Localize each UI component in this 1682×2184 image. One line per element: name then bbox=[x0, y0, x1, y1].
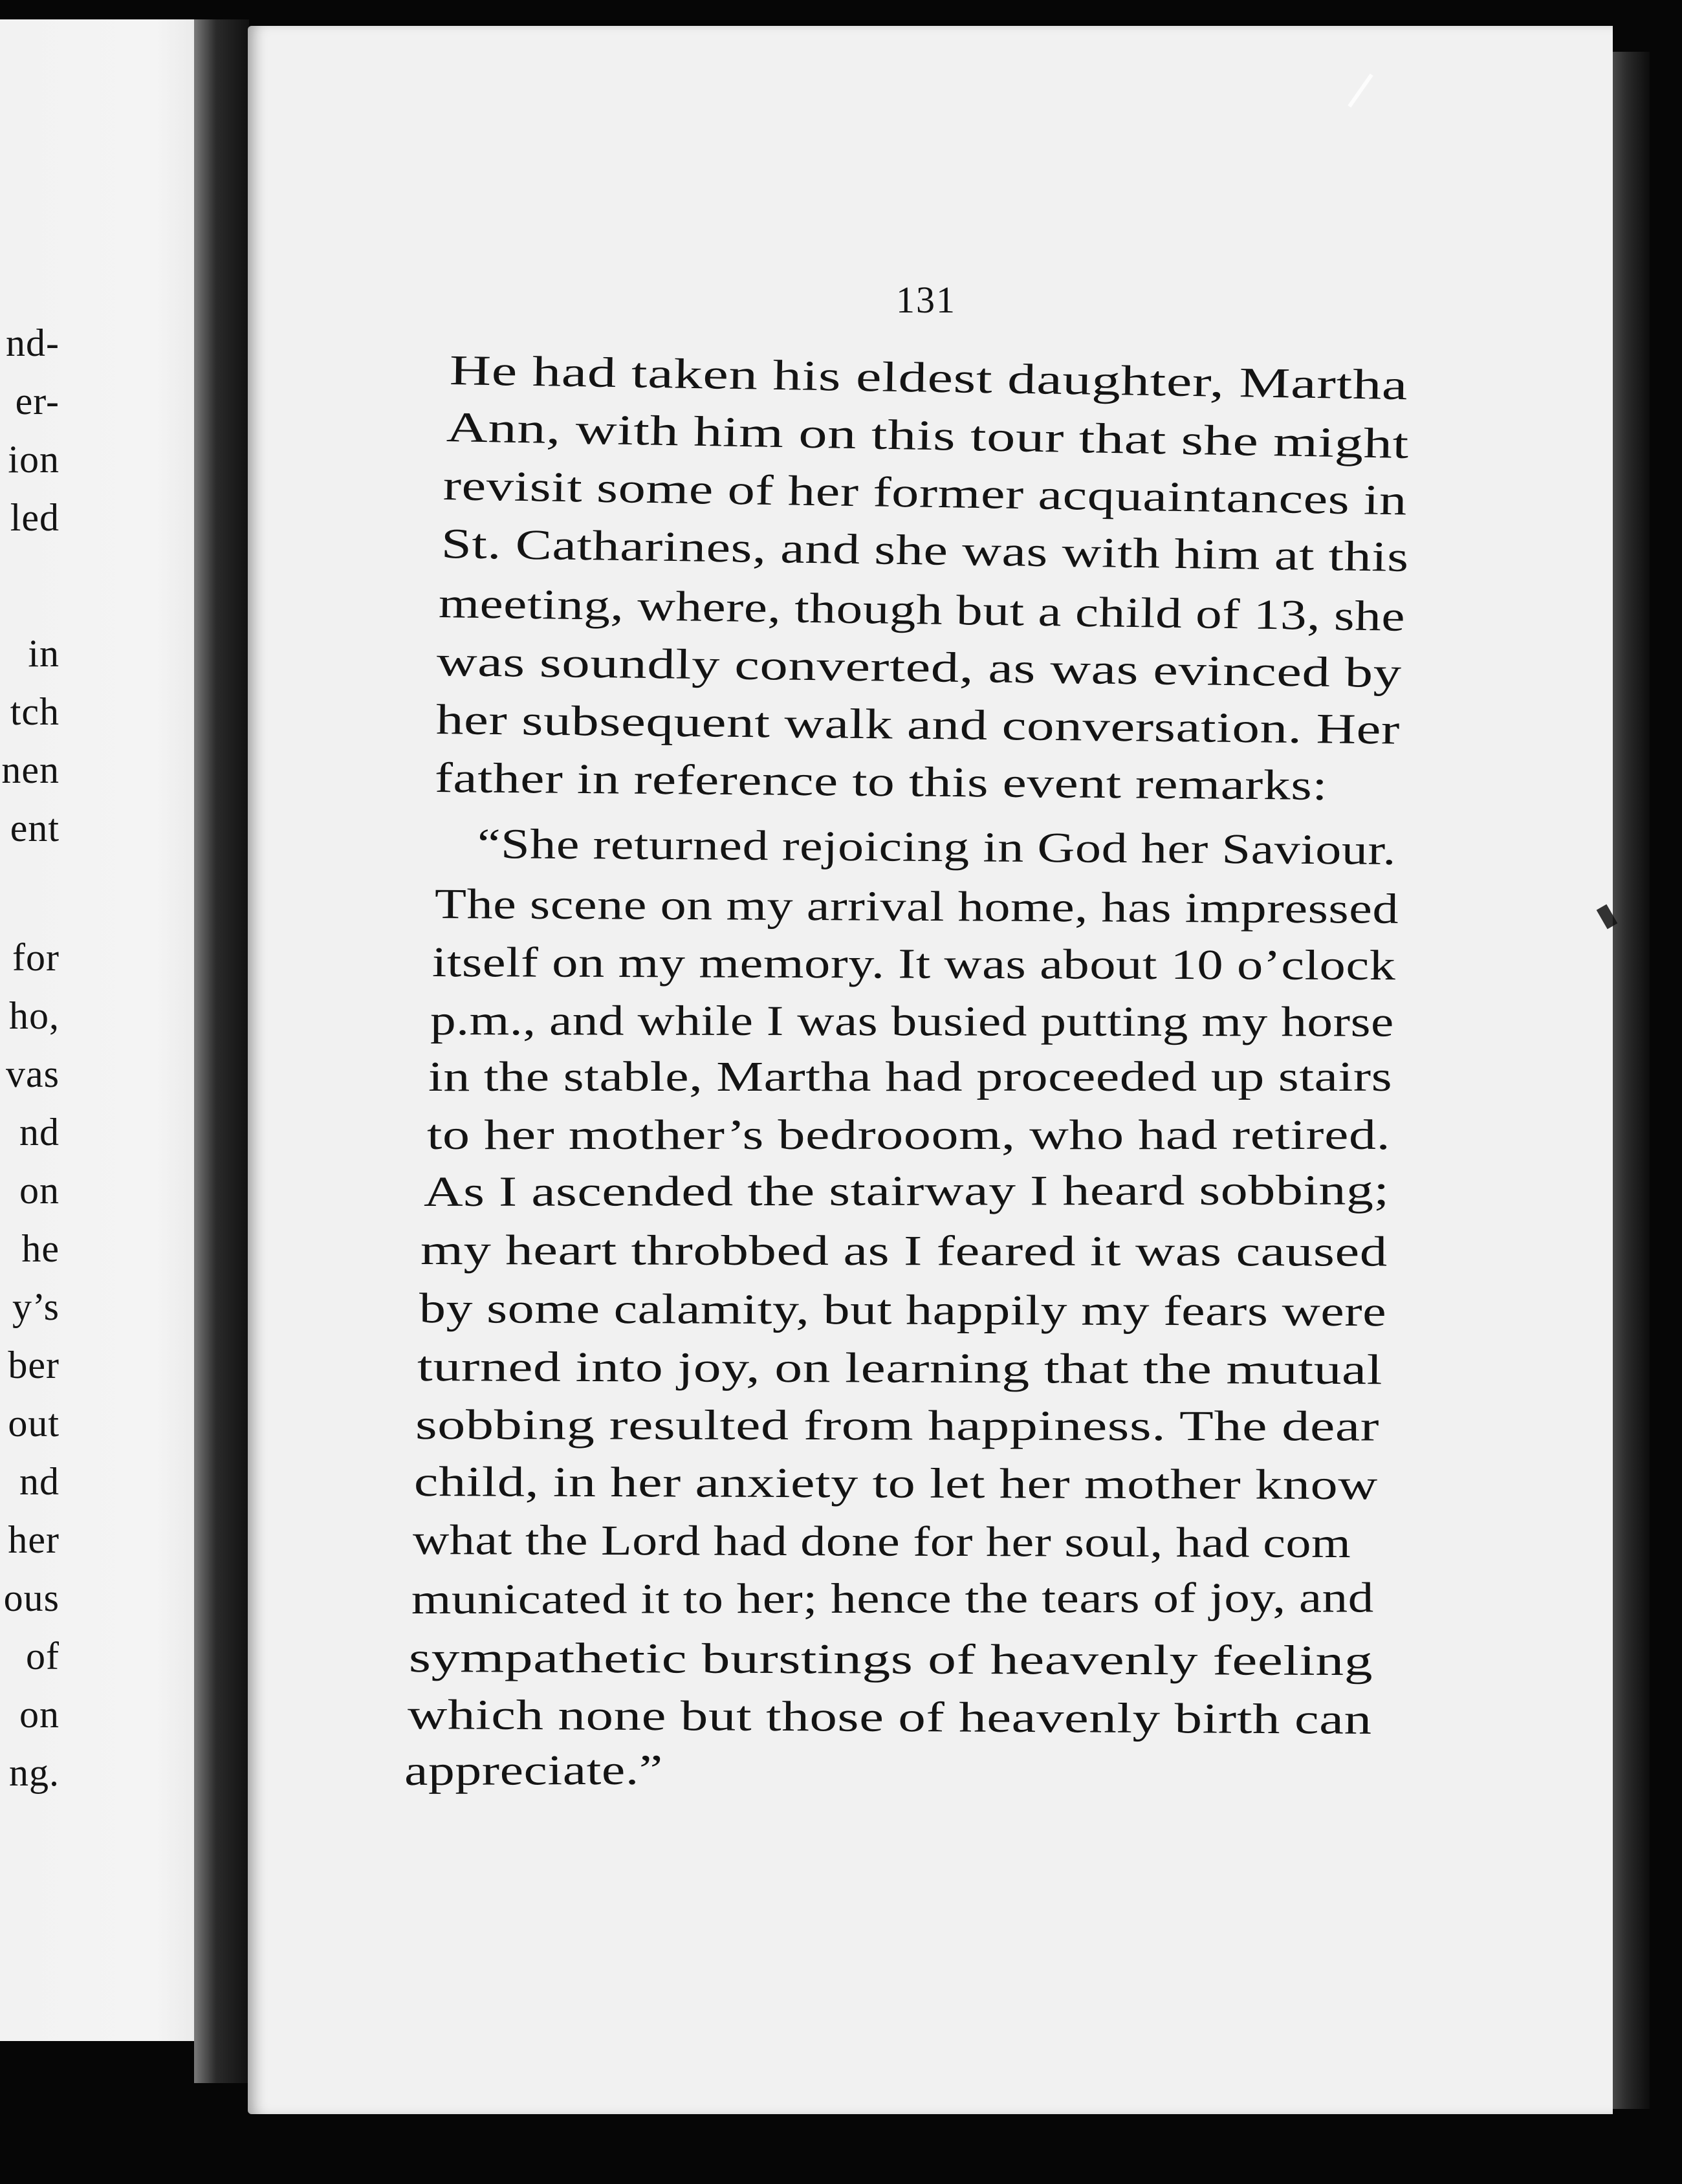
previous-page-line-fragment: vas bbox=[6, 1053, 60, 1095]
previous-page-line-fragment: nd- bbox=[6, 322, 60, 364]
text-line: Ann, with him on this tour that she might bbox=[446, 404, 1410, 468]
previous-page-line-fragment: ion bbox=[8, 438, 60, 481]
previous-page-line-fragment: led bbox=[10, 496, 60, 539]
book-gutter bbox=[194, 19, 249, 2083]
text-line: “She returned rejoicing in God her Saviour. bbox=[477, 820, 1397, 874]
text-line: revisit some of her former acquaintances in bbox=[442, 462, 1408, 525]
previous-page-line-fragment: ng. bbox=[9, 1751, 60, 1794]
text-line: sobbing resulted from happiness. The dear bbox=[415, 1401, 1380, 1450]
text-line: father in reference to this event remarks: bbox=[434, 754, 1328, 810]
text-line: meeting, where, though but a child of 13, she bbox=[438, 580, 1406, 640]
text-line: The scene on my arrival home, has impressed bbox=[434, 880, 1399, 933]
text-line: As I ascended the stairway I heard sobbing; bbox=[423, 1166, 1390, 1216]
previous-page-text bbox=[0, 19, 223, 2041]
previous-page-line-fragment: ber bbox=[8, 1344, 60, 1386]
previous-page-line-fragment: nd bbox=[19, 1111, 60, 1153]
previous-page-line-fragment: ho, bbox=[9, 994, 60, 1037]
previous-page-line-fragment: on bbox=[19, 1169, 60, 1212]
text-line: p.m., and while I was busied putting my horse bbox=[430, 997, 1394, 1046]
previous-page-line-fragment: nd bbox=[19, 1460, 60, 1503]
previous-page-line-fragment: ent bbox=[10, 807, 60, 849]
previous-page-line-fragment: for bbox=[12, 936, 60, 979]
text-line: municated it to her; hence the tears of joy, and bbox=[411, 1574, 1374, 1623]
text-line: itself on my memory. It was about 10 o’clock bbox=[431, 939, 1396, 990]
text-line: my heart throbbed as I feared it was caused bbox=[420, 1227, 1388, 1276]
text-line: sympathetic burstings of heavenly feeling bbox=[408, 1634, 1373, 1685]
previous-page-line-fragment: nen bbox=[1, 748, 60, 791]
text-line: turned into joy, on learning that the mutual bbox=[417, 1343, 1383, 1394]
text-line: by some calamity, but happily my fears were bbox=[419, 1285, 1387, 1336]
text-line: St. Catharines, and she was with him at this bbox=[441, 520, 1410, 581]
text-line: to her mother’s bedrooom, who had retired. bbox=[427, 1111, 1391, 1159]
previous-page bbox=[0, 19, 223, 2041]
previous-page-line-fragment: er- bbox=[15, 380, 60, 422]
text-line: in the stable, Martha had proceeded up stairs bbox=[428, 1053, 1393, 1100]
previous-page-line-fragment: out bbox=[8, 1402, 60, 1445]
text-line: He had taken his eldest daughter, Martha bbox=[449, 347, 1408, 410]
previous-page-line-fragment: ous bbox=[3, 1577, 60, 1619]
previous-page-line-fragment: in bbox=[28, 632, 60, 675]
text-line: what the Lord had done for her soul, had com bbox=[412, 1516, 1351, 1567]
page-number: 131 bbox=[896, 279, 956, 321]
previous-page-line-fragment: of bbox=[26, 1635, 60, 1677]
text-line: child, in her anxiety to let her mother know bbox=[413, 1458, 1378, 1509]
text-line: her subsequent walk and conversation. Her bbox=[435, 696, 1401, 754]
previous-page-line-fragment: y’s bbox=[12, 1285, 60, 1328]
previous-page-line-fragment: her bbox=[8, 1518, 60, 1561]
previous-page-line-fragment: he bbox=[21, 1227, 60, 1270]
previous-page-line-fragment: tch bbox=[10, 690, 60, 733]
text-line: appreciate.” bbox=[404, 1746, 663, 1795]
text-line: was soundly converted, as was evinced by bbox=[436, 638, 1403, 697]
previous-page-line-fragment: on bbox=[19, 1693, 60, 1736]
text-line: which none but those of heavenly birth can bbox=[407, 1691, 1372, 1743]
